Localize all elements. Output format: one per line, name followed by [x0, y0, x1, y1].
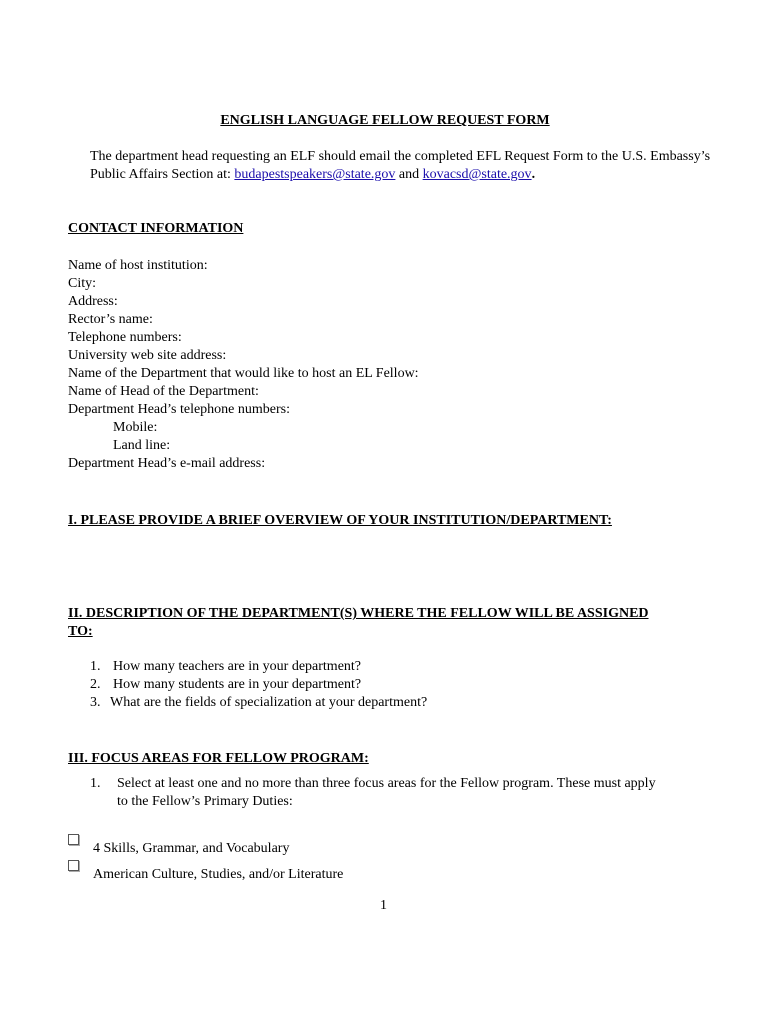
field-mobile: Mobile:	[113, 420, 158, 435]
focus-option-label: American Culture, Studies, and/or Literature	[93, 867, 344, 882]
focus-instruction-line1	[90, 775, 656, 793]
department-questions	[90, 658, 427, 712]
section1-heading: I. PLEASE PROVIDE A BRIEF OVERVIEW OF YOUR INSTITUTION/DEPARTMENT:	[68, 513, 612, 528]
field-address: Address:	[68, 294, 118, 309]
section3-heading: III. FOCUS AREAS FOR FELLOW PROGRAM:	[68, 751, 369, 766]
field-telephone: Telephone numbers:	[68, 330, 182, 345]
email-link-kovacsd[interactable]: kovacsd@state.gov	[422, 167, 532, 182]
intro-paragraph	[90, 148, 730, 184]
field-website: University web site address:	[68, 348, 227, 363]
section2-heading-line2: TO:	[68, 624, 93, 639]
page-number: 1	[380, 898, 387, 913]
focus-option-row	[68, 858, 344, 882]
focus-instruction-line2: to the Fellow’s Primary Duties:	[117, 794, 293, 809]
field-department-head: Name of Head of the Department:	[68, 384, 259, 399]
field-head-email: Department Head’s e-mail address:	[68, 456, 266, 471]
email-link-budapestspeakers[interactable]: budapestspeakers@state.gov	[234, 167, 396, 182]
focus-option-row	[68, 832, 290, 856]
question-text: How many students are in your department?	[113, 677, 362, 692]
question-number: 1.	[90, 659, 101, 674]
question-number: 2.	[90, 677, 101, 692]
question-text: How many teachers are in your department?	[113, 659, 362, 674]
field-head-phones: Department Head’s telephone numbers:	[68, 402, 290, 417]
form-title: ENGLISH LANGUAGE FELLOW REQUEST FORM	[220, 113, 550, 128]
section2-heading-line1: II. DESCRIPTION OF THE DEPARTMENT(S) WHERE THE FELLOW WILL BE ASSIGNED	[68, 606, 649, 621]
focus-instruction	[90, 775, 656, 811]
field-department-name: Name of the Department that would like to host an EL Fellow:	[68, 366, 419, 381]
focus-option-label: 4 Skills, Grammar, and Vocabulary	[93, 841, 290, 856]
contact-fields	[68, 257, 419, 473]
question-text: What are the fields of specialization at your department?	[110, 695, 428, 710]
intro-period: .	[531, 167, 536, 182]
question-item	[90, 658, 427, 676]
intro-text: The department head requesting an ELF should email the completed EFL Request Form to the U.S. Embassy’s Public Affairs Section at:	[90, 149, 711, 182]
contact-heading: CONTACT INFORMATION	[68, 221, 244, 236]
field-city: City:	[68, 276, 97, 291]
focus-instruction-text: Select at least one and no more than three focus areas for the Fellow program. These must apply	[117, 776, 656, 791]
question-number: 3.	[90, 695, 101, 710]
focus-instruction-number: 1.	[90, 776, 101, 791]
field-rector-name: Rector’s name:	[68, 312, 153, 327]
question-item	[90, 676, 427, 694]
focus-checkbox-skills[interactable]	[68, 834, 79, 845]
question-item	[90, 694, 427, 712]
focus-checkbox-culture[interactable]	[68, 860, 79, 871]
field-land-line: Land line:	[113, 438, 171, 453]
intro-and: and	[395, 167, 423, 182]
field-host-institution: Name of host institution:	[68, 258, 208, 273]
